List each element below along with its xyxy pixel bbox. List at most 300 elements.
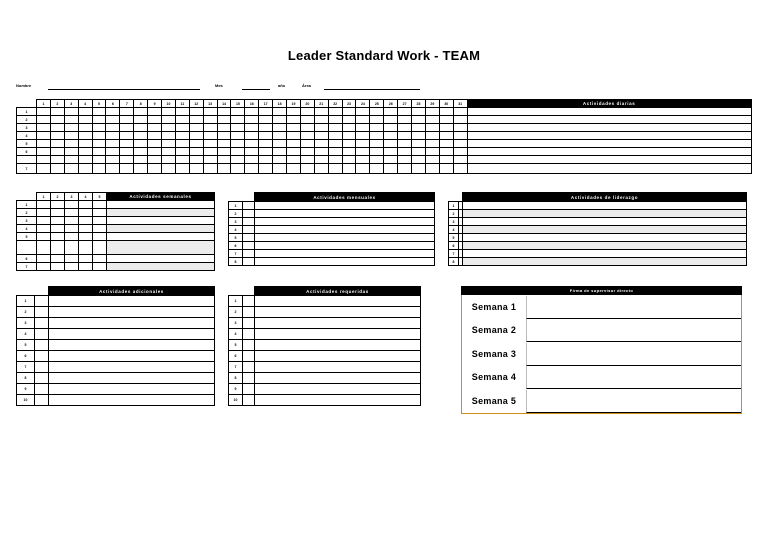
activity-cell[interactable] bbox=[467, 124, 751, 132]
activity-cell[interactable] bbox=[255, 210, 435, 218]
activity-cell[interactable] bbox=[49, 384, 215, 395]
check-cell[interactable] bbox=[439, 164, 453, 174]
check-cell[interactable] bbox=[203, 140, 217, 148]
check-cell[interactable] bbox=[412, 116, 426, 124]
check-cell[interactable] bbox=[342, 132, 356, 140]
check-cell[interactable] bbox=[50, 108, 64, 116]
activity-cell[interactable] bbox=[255, 329, 421, 340]
check-cell[interactable] bbox=[439, 116, 453, 124]
check-cell[interactable] bbox=[342, 156, 356, 164]
check-cell[interactable] bbox=[342, 164, 356, 174]
check-cell[interactable] bbox=[35, 362, 49, 373]
check-cell[interactable] bbox=[412, 148, 426, 156]
activity-cell[interactable] bbox=[255, 395, 421, 406]
check-cell[interactable] bbox=[439, 132, 453, 140]
check-cell[interactable] bbox=[231, 132, 245, 140]
check-cell[interactable] bbox=[231, 116, 245, 124]
check-cell[interactable] bbox=[314, 140, 328, 148]
check-cell[interactable] bbox=[175, 148, 189, 156]
check-cell[interactable] bbox=[243, 250, 255, 258]
check-cell[interactable] bbox=[65, 255, 79, 263]
activity-cell[interactable] bbox=[255, 318, 421, 329]
check-cell[interactable] bbox=[300, 116, 314, 124]
check-cell[interactable] bbox=[370, 132, 384, 140]
check-cell[interactable] bbox=[314, 116, 328, 124]
check-cell[interactable] bbox=[79, 255, 93, 263]
check-cell[interactable] bbox=[203, 108, 217, 116]
check-cell[interactable] bbox=[217, 124, 231, 132]
check-cell[interactable] bbox=[162, 108, 176, 116]
activity-cell[interactable] bbox=[255, 218, 435, 226]
activity-cell[interactable] bbox=[49, 395, 215, 406]
check-cell[interactable] bbox=[106, 116, 120, 124]
activity-cell[interactable] bbox=[107, 233, 215, 241]
check-cell[interactable] bbox=[64, 140, 78, 148]
check-cell[interactable] bbox=[92, 156, 106, 164]
check-cell[interactable] bbox=[384, 140, 398, 148]
check-cell[interactable] bbox=[37, 263, 51, 271]
check-cell[interactable] bbox=[231, 124, 245, 132]
check-cell[interactable] bbox=[300, 156, 314, 164]
check-cell[interactable] bbox=[79, 217, 93, 225]
activity-cell[interactable] bbox=[107, 201, 215, 209]
check-cell[interactable] bbox=[93, 263, 107, 271]
check-cell[interactable] bbox=[453, 116, 467, 124]
check-cell[interactable] bbox=[120, 148, 134, 156]
check-cell[interactable] bbox=[243, 362, 255, 373]
check-cell[interactable] bbox=[92, 132, 106, 140]
check-cell[interactable] bbox=[64, 116, 78, 124]
activity-cell[interactable] bbox=[107, 225, 215, 233]
check-cell[interactable] bbox=[231, 156, 245, 164]
activity-cell[interactable] bbox=[255, 307, 421, 318]
check-cell[interactable] bbox=[162, 140, 176, 148]
check-cell[interactable] bbox=[148, 116, 162, 124]
check-cell[interactable] bbox=[356, 164, 370, 174]
check-cell[interactable] bbox=[384, 148, 398, 156]
check-cell[interactable] bbox=[37, 233, 51, 241]
check-cell[interactable] bbox=[50, 148, 64, 156]
check-cell[interactable] bbox=[243, 226, 255, 234]
check-cell[interactable] bbox=[78, 148, 92, 156]
check-cell[interactable] bbox=[37, 201, 51, 209]
check-cell[interactable] bbox=[287, 164, 301, 174]
check-cell[interactable] bbox=[92, 140, 106, 148]
activity-cell[interactable] bbox=[107, 217, 215, 225]
check-cell[interactable] bbox=[370, 116, 384, 124]
check-cell[interactable] bbox=[35, 340, 49, 351]
check-cell[interactable] bbox=[453, 140, 467, 148]
check-cell[interactable] bbox=[189, 116, 203, 124]
check-cell[interactable] bbox=[425, 140, 439, 148]
check-cell[interactable] bbox=[398, 116, 412, 124]
check-cell[interactable] bbox=[412, 124, 426, 132]
check-cell[interactable] bbox=[93, 201, 107, 209]
check-cell[interactable] bbox=[273, 124, 287, 132]
check-cell[interactable] bbox=[51, 209, 65, 217]
activity-cell[interactable] bbox=[107, 263, 215, 271]
check-cell[interactable] bbox=[203, 164, 217, 174]
activity-cell[interactable] bbox=[107, 255, 215, 263]
check-cell[interactable] bbox=[370, 164, 384, 174]
check-cell[interactable] bbox=[50, 140, 64, 148]
check-cell[interactable] bbox=[50, 116, 64, 124]
check-cell[interactable] bbox=[50, 156, 64, 164]
activity-cell[interactable] bbox=[255, 384, 421, 395]
check-cell[interactable] bbox=[35, 329, 49, 340]
check-cell[interactable] bbox=[439, 108, 453, 116]
check-cell[interactable] bbox=[453, 148, 467, 156]
activity-cell[interactable] bbox=[49, 307, 215, 318]
check-cell[interactable] bbox=[106, 148, 120, 156]
check-cell[interactable] bbox=[148, 124, 162, 132]
check-cell[interactable] bbox=[273, 164, 287, 174]
check-cell[interactable] bbox=[328, 156, 342, 164]
check-cell[interactable] bbox=[314, 148, 328, 156]
activity-cell[interactable] bbox=[255, 373, 421, 384]
activity-cell[interactable] bbox=[49, 318, 215, 329]
check-cell[interactable] bbox=[120, 156, 134, 164]
check-cell[interactable] bbox=[342, 108, 356, 116]
check-cell[interactable] bbox=[50, 164, 64, 174]
check-cell[interactable] bbox=[120, 116, 134, 124]
activity-cell[interactable] bbox=[467, 108, 751, 116]
check-cell[interactable] bbox=[300, 148, 314, 156]
check-cell[interactable] bbox=[398, 132, 412, 140]
activity-cell[interactable] bbox=[467, 148, 751, 156]
check-cell[interactable] bbox=[93, 209, 107, 217]
check-cell[interactable] bbox=[259, 164, 273, 174]
check-cell[interactable] bbox=[259, 148, 273, 156]
check-cell[interactable] bbox=[453, 108, 467, 116]
activity-cell[interactable] bbox=[467, 116, 751, 124]
check-cell[interactable] bbox=[259, 116, 273, 124]
check-cell[interactable] bbox=[120, 124, 134, 132]
check-cell[interactable] bbox=[231, 164, 245, 174]
check-cell[interactable] bbox=[300, 108, 314, 116]
check-cell[interactable] bbox=[243, 296, 255, 307]
check-cell[interactable] bbox=[439, 124, 453, 132]
activity-cell[interactable] bbox=[463, 234, 747, 242]
check-cell[interactable] bbox=[287, 140, 301, 148]
check-cell[interactable] bbox=[79, 233, 93, 241]
check-cell[interactable] bbox=[356, 116, 370, 124]
check-cell[interactable] bbox=[243, 242, 255, 250]
check-cell[interactable] bbox=[203, 132, 217, 140]
activity-cell[interactable] bbox=[255, 202, 435, 210]
check-cell[interactable] bbox=[342, 124, 356, 132]
check-cell[interactable] bbox=[314, 132, 328, 140]
check-cell[interactable] bbox=[231, 140, 245, 148]
check-cell[interactable] bbox=[243, 202, 255, 210]
check-cell[interactable] bbox=[51, 255, 65, 263]
check-cell[interactable] bbox=[134, 132, 148, 140]
check-cell[interactable] bbox=[287, 124, 301, 132]
check-cell[interactable] bbox=[259, 140, 273, 148]
check-cell[interactable] bbox=[65, 217, 79, 225]
activity-cell[interactable] bbox=[467, 156, 751, 164]
check-cell[interactable] bbox=[37, 124, 51, 132]
check-cell[interactable] bbox=[398, 164, 412, 174]
check-cell[interactable] bbox=[189, 156, 203, 164]
check-cell[interactable] bbox=[243, 307, 255, 318]
check-cell[interactable] bbox=[65, 233, 79, 241]
check-cell[interactable] bbox=[51, 217, 65, 225]
check-cell[interactable] bbox=[134, 124, 148, 132]
activity-cell[interactable] bbox=[463, 250, 747, 258]
check-cell[interactable] bbox=[287, 116, 301, 124]
activity-cell[interactable] bbox=[255, 362, 421, 373]
check-cell[interactable] bbox=[92, 108, 106, 116]
activity-cell[interactable] bbox=[49, 296, 215, 307]
check-cell[interactable] bbox=[245, 132, 259, 140]
check-cell[interactable] bbox=[35, 373, 49, 384]
check-cell[interactable] bbox=[243, 318, 255, 329]
check-cell[interactable] bbox=[217, 116, 231, 124]
check-cell[interactable] bbox=[287, 132, 301, 140]
check-cell[interactable] bbox=[162, 148, 176, 156]
nombre-field[interactable] bbox=[48, 89, 200, 90]
check-cell[interactable] bbox=[175, 156, 189, 164]
check-cell[interactable] bbox=[162, 156, 176, 164]
check-cell[interactable] bbox=[51, 233, 65, 241]
activity-cell[interactable] bbox=[463, 210, 747, 218]
check-cell[interactable] bbox=[314, 164, 328, 174]
check-cell[interactable] bbox=[425, 148, 439, 156]
check-cell[interactable] bbox=[148, 108, 162, 116]
check-cell[interactable] bbox=[217, 132, 231, 140]
check-cell[interactable] bbox=[162, 116, 176, 124]
check-cell[interactable] bbox=[243, 351, 255, 362]
check-cell[interactable] bbox=[134, 156, 148, 164]
check-cell[interactable] bbox=[370, 124, 384, 132]
signature-field[interactable] bbox=[526, 366, 741, 389]
check-cell[interactable] bbox=[78, 116, 92, 124]
check-cell[interactable] bbox=[106, 132, 120, 140]
check-cell[interactable] bbox=[79, 263, 93, 271]
check-cell[interactable] bbox=[65, 241, 79, 255]
check-cell[interactable] bbox=[120, 132, 134, 140]
activity-cell[interactable] bbox=[255, 226, 435, 234]
check-cell[interactable] bbox=[51, 201, 65, 209]
check-cell[interactable] bbox=[35, 307, 49, 318]
check-cell[interactable] bbox=[328, 164, 342, 174]
check-cell[interactable] bbox=[134, 148, 148, 156]
check-cell[interactable] bbox=[425, 124, 439, 132]
activity-cell[interactable] bbox=[255, 340, 421, 351]
check-cell[interactable] bbox=[92, 164, 106, 174]
check-cell[interactable] bbox=[92, 124, 106, 132]
check-cell[interactable] bbox=[370, 156, 384, 164]
check-cell[interactable] bbox=[203, 156, 217, 164]
check-cell[interactable] bbox=[453, 156, 467, 164]
check-cell[interactable] bbox=[412, 164, 426, 174]
check-cell[interactable] bbox=[65, 209, 79, 217]
check-cell[interactable] bbox=[37, 148, 51, 156]
check-cell[interactable] bbox=[106, 124, 120, 132]
check-cell[interactable] bbox=[134, 116, 148, 124]
check-cell[interactable] bbox=[175, 132, 189, 140]
check-cell[interactable] bbox=[106, 164, 120, 174]
check-cell[interactable] bbox=[106, 140, 120, 148]
check-cell[interactable] bbox=[37, 164, 51, 174]
check-cell[interactable] bbox=[328, 124, 342, 132]
activity-cell[interactable] bbox=[49, 340, 215, 351]
activity-cell[interactable] bbox=[463, 226, 747, 234]
check-cell[interactable] bbox=[175, 116, 189, 124]
check-cell[interactable] bbox=[259, 156, 273, 164]
check-cell[interactable] bbox=[439, 148, 453, 156]
check-cell[interactable] bbox=[51, 263, 65, 271]
check-cell[interactable] bbox=[398, 140, 412, 148]
check-cell[interactable] bbox=[356, 108, 370, 116]
check-cell[interactable] bbox=[243, 234, 255, 242]
check-cell[interactable] bbox=[65, 225, 79, 233]
check-cell[interactable] bbox=[245, 164, 259, 174]
check-cell[interactable] bbox=[162, 124, 176, 132]
check-cell[interactable] bbox=[203, 124, 217, 132]
check-cell[interactable] bbox=[148, 156, 162, 164]
check-cell[interactable] bbox=[273, 148, 287, 156]
check-cell[interactable] bbox=[175, 124, 189, 132]
check-cell[interactable] bbox=[78, 156, 92, 164]
check-cell[interactable] bbox=[328, 116, 342, 124]
check-cell[interactable] bbox=[37, 209, 51, 217]
check-cell[interactable] bbox=[243, 384, 255, 395]
check-cell[interactable] bbox=[93, 225, 107, 233]
check-cell[interactable] bbox=[287, 148, 301, 156]
check-cell[interactable] bbox=[50, 132, 64, 140]
check-cell[interactable] bbox=[273, 108, 287, 116]
check-cell[interactable] bbox=[37, 156, 51, 164]
activity-cell[interactable] bbox=[49, 351, 215, 362]
activity-cell[interactable] bbox=[49, 373, 215, 384]
check-cell[interactable] bbox=[398, 124, 412, 132]
activity-cell[interactable] bbox=[467, 132, 751, 140]
check-cell[interactable] bbox=[231, 108, 245, 116]
check-cell[interactable] bbox=[78, 124, 92, 132]
check-cell[interactable] bbox=[106, 108, 120, 116]
check-cell[interactable] bbox=[79, 209, 93, 217]
check-cell[interactable] bbox=[300, 132, 314, 140]
check-cell[interactable] bbox=[203, 116, 217, 124]
check-cell[interactable] bbox=[356, 124, 370, 132]
check-cell[interactable] bbox=[37, 241, 51, 255]
signature-field[interactable] bbox=[526, 390, 741, 413]
activity-cell[interactable] bbox=[49, 329, 215, 340]
check-cell[interactable] bbox=[189, 140, 203, 148]
check-cell[interactable] bbox=[78, 108, 92, 116]
check-cell[interactable] bbox=[243, 218, 255, 226]
check-cell[interactable] bbox=[398, 148, 412, 156]
check-cell[interactable] bbox=[398, 108, 412, 116]
check-cell[interactable] bbox=[300, 164, 314, 174]
check-cell[interactable] bbox=[51, 225, 65, 233]
check-cell[interactable] bbox=[189, 108, 203, 116]
check-cell[interactable] bbox=[217, 140, 231, 148]
check-cell[interactable] bbox=[245, 108, 259, 116]
check-cell[interactable] bbox=[300, 124, 314, 132]
check-cell[interactable] bbox=[412, 140, 426, 148]
check-cell[interactable] bbox=[259, 132, 273, 140]
activity-cell[interactable] bbox=[255, 351, 421, 362]
activity-cell[interactable] bbox=[107, 209, 215, 217]
check-cell[interactable] bbox=[93, 255, 107, 263]
check-cell[interactable] bbox=[217, 164, 231, 174]
check-cell[interactable] bbox=[439, 156, 453, 164]
check-cell[interactable] bbox=[120, 140, 134, 148]
check-cell[interactable] bbox=[245, 156, 259, 164]
check-cell[interactable] bbox=[453, 124, 467, 132]
check-cell[interactable] bbox=[175, 108, 189, 116]
check-cell[interactable] bbox=[93, 217, 107, 225]
check-cell[interactable] bbox=[412, 156, 426, 164]
check-cell[interactable] bbox=[78, 164, 92, 174]
check-cell[interactable] bbox=[384, 108, 398, 116]
check-cell[interactable] bbox=[35, 351, 49, 362]
check-cell[interactable] bbox=[78, 132, 92, 140]
check-cell[interactable] bbox=[162, 164, 176, 174]
activity-cell[interactable] bbox=[49, 362, 215, 373]
check-cell[interactable] bbox=[453, 164, 467, 174]
activity-cell[interactable] bbox=[467, 140, 751, 148]
check-cell[interactable] bbox=[356, 132, 370, 140]
activity-cell[interactable] bbox=[255, 296, 421, 307]
check-cell[interactable] bbox=[314, 108, 328, 116]
check-cell[interactable] bbox=[64, 148, 78, 156]
check-cell[interactable] bbox=[425, 164, 439, 174]
check-cell[interactable] bbox=[370, 148, 384, 156]
check-cell[interactable] bbox=[189, 148, 203, 156]
check-cell[interactable] bbox=[398, 156, 412, 164]
check-cell[interactable] bbox=[92, 116, 106, 124]
check-cell[interactable] bbox=[412, 132, 426, 140]
check-cell[interactable] bbox=[243, 373, 255, 384]
check-cell[interactable] bbox=[37, 255, 51, 263]
signature-field[interactable] bbox=[526, 319, 741, 342]
check-cell[interactable] bbox=[93, 241, 107, 255]
check-cell[interactable] bbox=[120, 164, 134, 174]
check-cell[interactable] bbox=[328, 148, 342, 156]
check-cell[interactable] bbox=[273, 116, 287, 124]
check-cell[interactable] bbox=[64, 108, 78, 116]
check-cell[interactable] bbox=[35, 318, 49, 329]
activity-cell[interactable] bbox=[467, 164, 751, 174]
check-cell[interactable] bbox=[51, 241, 65, 255]
check-cell[interactable] bbox=[64, 156, 78, 164]
check-cell[interactable] bbox=[356, 140, 370, 148]
check-cell[interactable] bbox=[65, 201, 79, 209]
check-cell[interactable] bbox=[384, 132, 398, 140]
check-cell[interactable] bbox=[35, 384, 49, 395]
check-cell[interactable] bbox=[37, 132, 51, 140]
check-cell[interactable] bbox=[106, 156, 120, 164]
check-cell[interactable] bbox=[243, 329, 255, 340]
check-cell[interactable] bbox=[384, 156, 398, 164]
check-cell[interactable] bbox=[148, 140, 162, 148]
check-cell[interactable] bbox=[243, 395, 255, 406]
check-cell[interactable] bbox=[64, 124, 78, 132]
check-cell[interactable] bbox=[189, 124, 203, 132]
check-cell[interactable] bbox=[134, 140, 148, 148]
check-cell[interactable] bbox=[273, 132, 287, 140]
check-cell[interactable] bbox=[162, 132, 176, 140]
check-cell[interactable] bbox=[189, 132, 203, 140]
check-cell[interactable] bbox=[217, 108, 231, 116]
activity-cell[interactable] bbox=[255, 242, 435, 250]
check-cell[interactable] bbox=[37, 225, 51, 233]
check-cell[interactable] bbox=[189, 164, 203, 174]
